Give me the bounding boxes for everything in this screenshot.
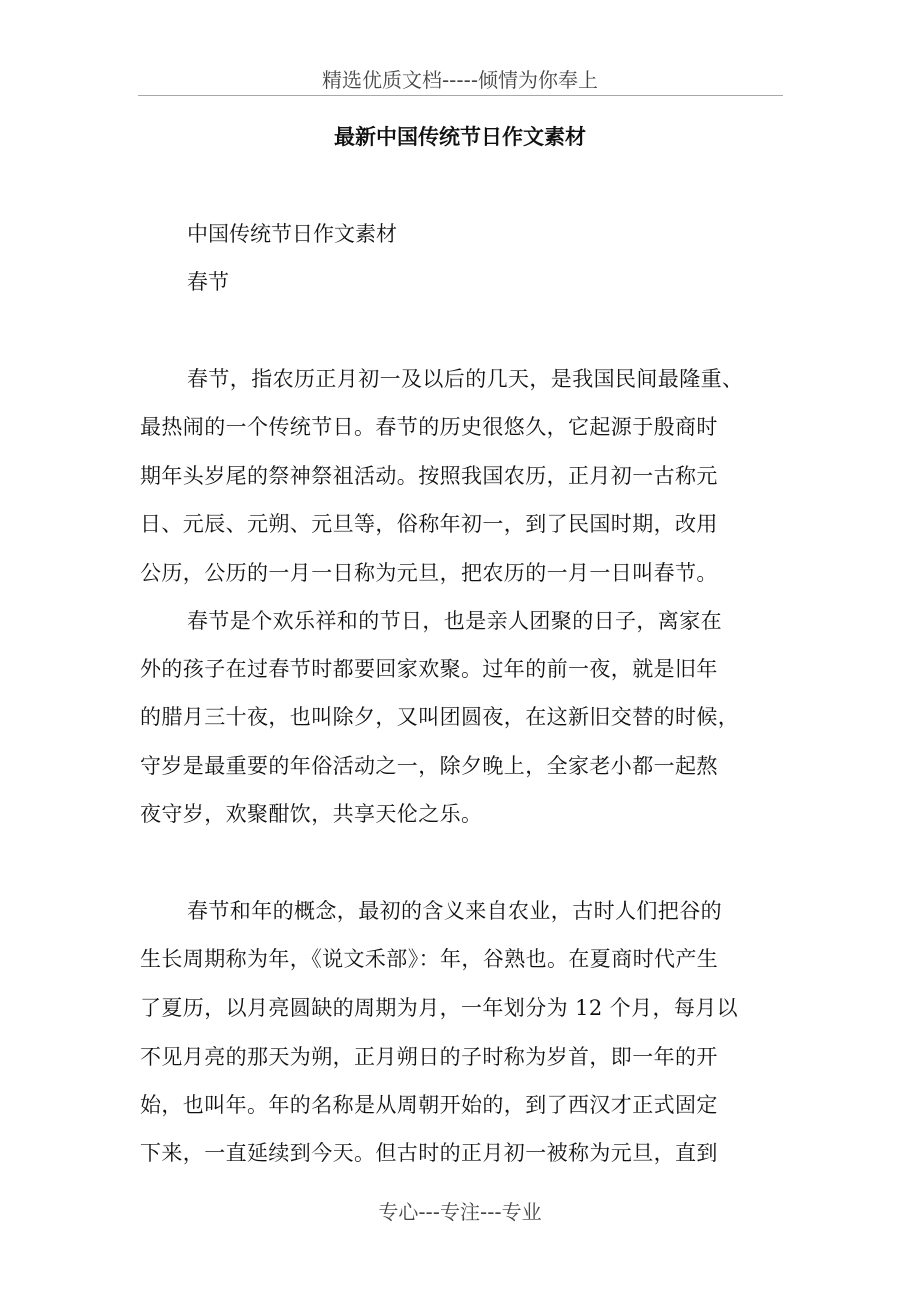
paragraph-line: 春节和年的概念，最初的含义来自农业，古时人们把谷的 bbox=[187, 899, 722, 923]
paragraph-line: 春节是个欢乐祥和的节日，也是亲人团聚的日子，离家在 bbox=[187, 609, 722, 633]
document-title: 最新中国传统节日作文素材 bbox=[334, 125, 586, 149]
paragraph-line: 守岁是最重要的年俗活动之一，除夕晚上，全家老小都一起熬 bbox=[140, 754, 718, 778]
paragraph-line: 了夏历，以月亮圆缺的周期为月，一年划分为 12 个月，每月以 bbox=[140, 996, 739, 1020]
paragraph-line: 始，也叫年。年的名称是从周朝开始的，到了西汉才正式固定 bbox=[140, 1093, 718, 1117]
paragraph-line: 最热闹的一个传统节日。春节的历史很悠久，它起源于殷商时 bbox=[140, 415, 718, 439]
subheading-topic: 中国传统节日作文素材 bbox=[187, 222, 397, 246]
paragraph-line: 公历，公历的一月一日称为元旦，把农历的一月一日叫春节。 bbox=[140, 561, 718, 585]
page-footer: 专心---专注---专业 bbox=[378, 1200, 542, 1224]
paragraph-line: 下来，一直延续到今天。但古时的正月初一被称为元旦，直到 bbox=[140, 1141, 718, 1165]
subheading-spring-festival: 春节 bbox=[187, 270, 229, 294]
paragraph-line: 春节，指农历正月初一及以后的几天，是我国民间最隆重、 bbox=[187, 367, 744, 391]
header-divider bbox=[138, 95, 783, 96]
paragraph-line: 夜守岁，欢聚酣饮，共享天伦之乐。 bbox=[140, 802, 483, 826]
paragraph-line: 期年头岁尾的祭神祭祖活动。按照我国农历，正月初一古称元 bbox=[140, 464, 718, 488]
paragraph-line: 日、元辰、元朔、元旦等，俗称年初一，到了民国时期，改用 bbox=[140, 512, 718, 536]
paragraph-line: 的腊月三十夜，也叫除夕，又叫团圆夜，在这新旧交替的时候， bbox=[140, 705, 740, 729]
paragraph-line: 生长周期称为年，《说文禾部》：年，谷熟也。在夏商时代产生 bbox=[140, 947, 719, 971]
page-header: 精选优质文档-----倾情为你奉上 bbox=[321, 68, 599, 92]
paragraph-line: 外的孩子在过春节时都要回家欢聚。过年的前一夜，就是旧年 bbox=[140, 657, 718, 681]
paragraph-line: 不见月亮的那天为朔，正月朔日的子时称为岁首，即一年的开 bbox=[140, 1045, 718, 1069]
